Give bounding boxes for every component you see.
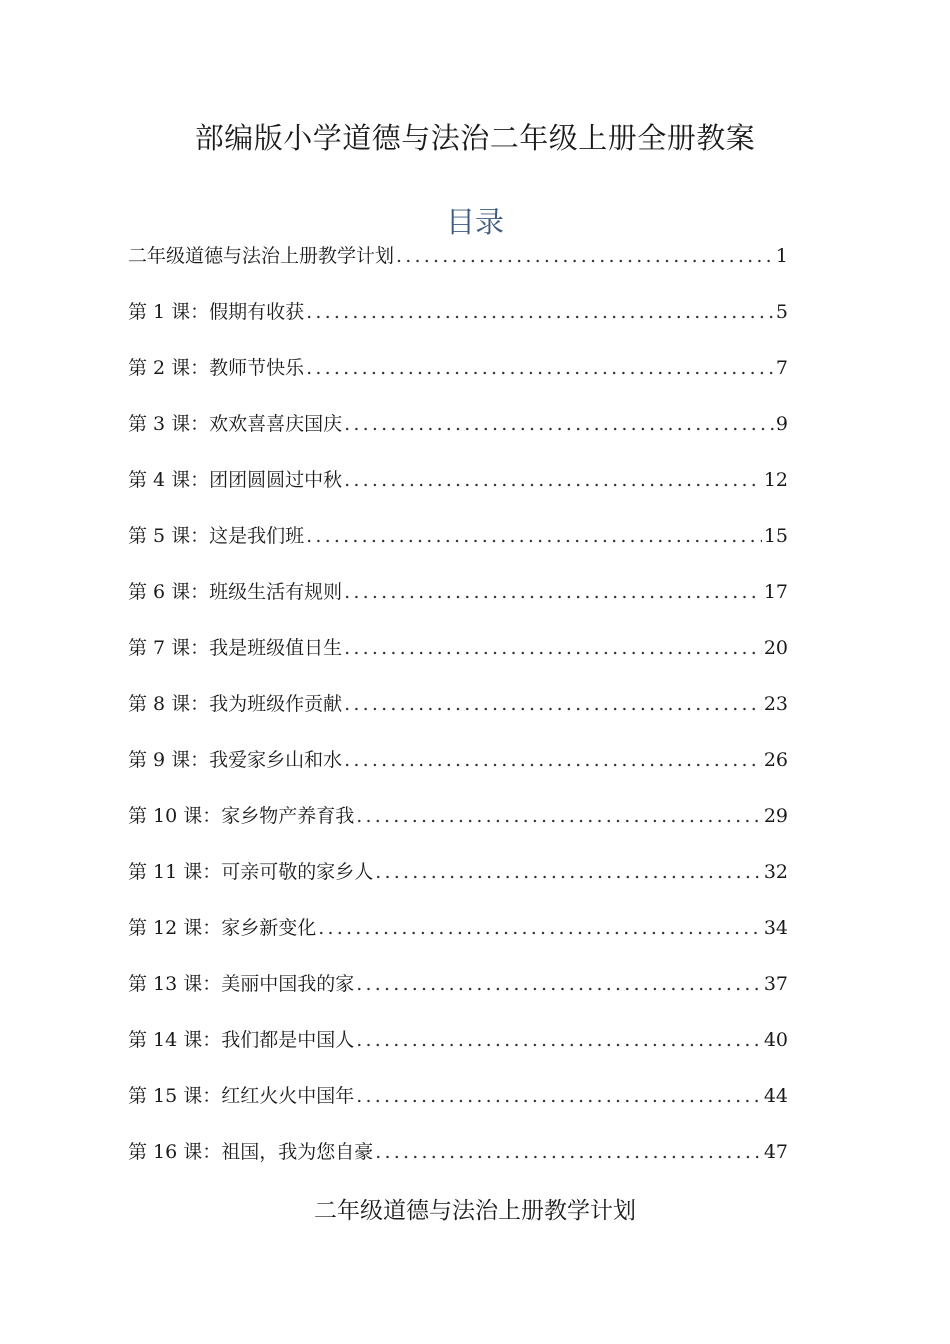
toc-dot-leader (356, 1080, 762, 1112)
toc-entry-label: 第 16 课：祖国，我为您自豪 (128, 1141, 374, 1163)
document-title: 部编版小学道德与法治二年级上册全册教案 (194, 121, 756, 155)
toc-entry[interactable] (128, 856, 788, 912)
toc-entry-label: 第 12 课：家乡新变化 (128, 917, 317, 939)
toc-entry-label: 第 6 课：班级生活有规则 (128, 581, 343, 603)
toc-entry-label: 第 10 课：家乡物产养育我 (128, 805, 355, 827)
toc-entry[interactable] (128, 968, 788, 1024)
toc-entry-label: 第 13 课：美丽中国我的家 (128, 973, 355, 995)
section-heading: 二年级道德与法治上册教学计划 (314, 1198, 636, 1224)
toc-dot-leader (396, 240, 774, 272)
toc-entry-page-number: 44 (763, 1085, 788, 1107)
toc-entry[interactable] (128, 800, 788, 856)
table-of-contents (128, 240, 788, 1192)
toc-entry-page-number: 34 (763, 917, 788, 939)
toc-entry-label: 第 4 课：团团圆圆过中秋 (128, 469, 343, 491)
toc-entry[interactable] (128, 576, 788, 632)
toc-dot-leader (306, 352, 774, 384)
toc-entry[interactable] (128, 912, 788, 968)
toc-entry-page-number: 12 (763, 469, 788, 491)
toc-dot-leader (344, 576, 762, 608)
toc-dot-leader (306, 520, 762, 552)
toc-entry-page-number: 15 (763, 525, 788, 547)
toc-dot-leader (375, 1136, 762, 1168)
toc-entry-page-number: 40 (763, 1029, 788, 1051)
toc-entry-label: 第 5 课：这是我们班 (128, 525, 305, 547)
toc-entry-page-number: 37 (763, 973, 788, 995)
toc-entry-label: 第 9 课：我爱家乡山和水 (128, 749, 343, 771)
toc-entry-page-number: 32 (763, 861, 788, 883)
toc-entry-label: 第 11 课：可亲可敬的家乡人 (128, 861, 374, 883)
toc-entry[interactable] (128, 464, 788, 520)
toc-heading: 目录 (445, 205, 504, 239)
toc-entry-label: 第 7 课：我是班级值日生 (128, 637, 343, 659)
toc-dot-leader (344, 688, 762, 720)
toc-entry[interactable] (128, 744, 788, 800)
toc-entry[interactable] (128, 688, 788, 744)
toc-entry-page-number: 20 (763, 637, 788, 659)
toc-entry-page-number: 23 (763, 693, 788, 715)
toc-dot-leader (356, 800, 762, 832)
toc-entry-label: 第 1 课：假期有收获 (128, 301, 305, 323)
toc-entry-label: 第 8 课：我为班级作贡献 (128, 693, 343, 715)
toc-dot-leader (356, 1024, 762, 1056)
toc-entry[interactable] (128, 1024, 788, 1080)
toc-entry-label: 第 15 课：红红火火中国年 (128, 1085, 355, 1107)
toc-dot-leader (344, 744, 762, 776)
toc-entry-page-number: 17 (763, 581, 788, 603)
toc-entry[interactable] (128, 352, 788, 408)
toc-entry-page-number: 5 (775, 301, 788, 323)
toc-entry-page-number: 47 (763, 1141, 788, 1163)
toc-dot-leader (356, 968, 762, 1000)
toc-entry[interactable] (128, 240, 788, 296)
toc-entry[interactable] (128, 520, 788, 576)
toc-entry[interactable] (128, 408, 788, 464)
toc-entry-label: 第 3 课：欢欢喜喜庆国庆 (128, 413, 343, 435)
toc-dot-leader (344, 408, 774, 440)
toc-entry[interactable] (128, 632, 788, 688)
toc-dot-leader (344, 632, 762, 664)
toc-entry[interactable] (128, 296, 788, 352)
toc-dot-leader (375, 856, 762, 888)
toc-entry[interactable] (128, 1136, 788, 1192)
toc-entry-page-number: 9 (775, 413, 788, 435)
toc-dot-leader (344, 464, 762, 496)
toc-entry-page-number: 1 (775, 245, 788, 267)
toc-dot-leader (318, 912, 762, 944)
toc-dot-leader (306, 296, 774, 328)
toc-entry-page-number: 29 (763, 805, 788, 827)
toc-entry[interactable] (128, 1080, 788, 1136)
toc-entry-page-number: 7 (775, 357, 788, 379)
toc-entry-label: 第 14 课：我们都是中国人 (128, 1029, 355, 1051)
toc-entry-label: 二年级道德与法治上册教学计划 (128, 245, 395, 267)
toc-entry-page-number: 26 (763, 749, 788, 771)
toc-entry-label: 第 2 课：教师节快乐 (128, 357, 305, 379)
